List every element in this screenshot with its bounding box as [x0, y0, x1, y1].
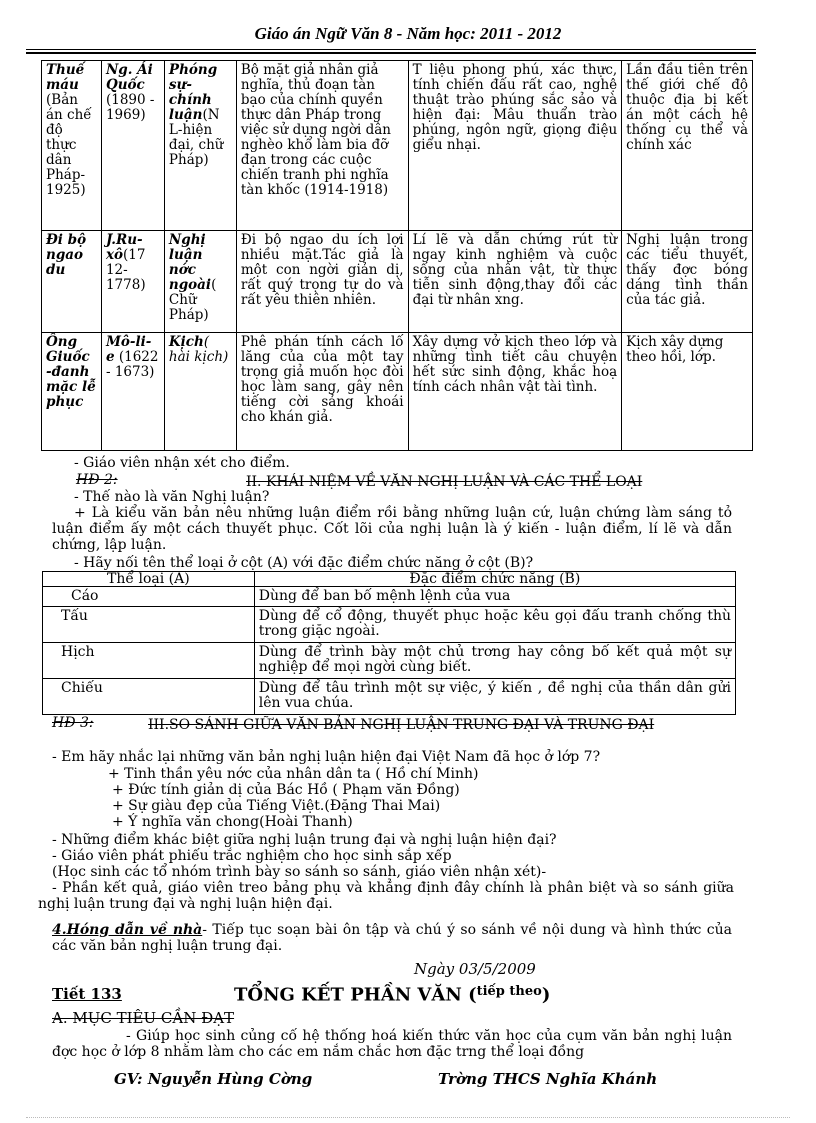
author-cell: Mô-li-e (1622 - 1673) [101, 333, 164, 451]
work-cell: Đi bộ ngao du [42, 231, 102, 333]
genre-cell: Kịch( hài kịch) [164, 333, 236, 451]
homework-label: 4.Hóng dẫn về nhà [52, 922, 203, 938]
table-row [42, 333, 753, 451]
instruction-1: - Giáo viên phát phiếu trắc nghiệm cho học sinh sắp xếp [52, 848, 452, 864]
table-row [43, 587, 736, 607]
genre-name: Tấu [43, 607, 255, 643]
genre-function: Dùng để cổ động, thuyết phục hoặc kêu gọi đấu tranh chống thù trong giặc ngoài. [254, 607, 735, 643]
question-4: - Những điểm khác biệt giữa nghị luận trung đại và nghị luận hiện đại? [52, 832, 557, 848]
activity-label-3: HĐ 3: [52, 715, 94, 731]
genre-cell: Phóng sự- chính luận(N L-hiện đại, chữ Pháp) [164, 61, 236, 231]
modern-text-1: + Tinh thần yêu nớc của nhân dân ta ( Hồ chí Minh) [108, 766, 479, 782]
work-cell: Ông Giuốc -đanh mặc lễ phục [42, 333, 102, 451]
lesson-date: Ngày 03/5/2009 [414, 960, 536, 978]
table-header-row [43, 572, 736, 587]
column-header-b: Đặc điểm chức năng (B) [254, 572, 735, 587]
genre-name: Cáo [43, 587, 255, 607]
modern-text-2: + Đức tính giản dị của Bác Hồ ( Phạm văn Đồng) [112, 782, 460, 798]
genre-cell: Nghị luận nớc ngoài( Chữ Pháp) [164, 231, 236, 333]
genre-name: Hịch [43, 643, 255, 679]
lesson-title: TỔNG KẾT PHẦN VĂN ($^{tiếp theo}$) [234, 984, 551, 1006]
page-header: Giáo án Ngữ Văn 8 - Năm học: 2011 - 2012 [254, 24, 562, 43]
genre-function: Dùng để trình bày một chủ trơng hay công bố kết quả một sự nghiệp để mọi ngời cùng biết. [254, 643, 735, 679]
homework-text: - Tiếp tục soạn bài ôn tập và chú ý so sánh về nội dung và hình thức của các văn bản nghị luận trung đại. [52, 922, 732, 954]
teacher-comment: - Giáo viên nhận xét cho điểm. [74, 455, 290, 471]
table-row [43, 679, 736, 715]
literature-summary-table [41, 60, 753, 451]
table-row [42, 61, 753, 231]
genre-matching-table [42, 571, 736, 715]
question-2: - Hãy nối tên thể loại ở cột (A) với đặc điểm chức năng ở cột (B)? [74, 555, 534, 571]
header-rule-thick [26, 52, 756, 54]
homework-paragraph [52, 922, 732, 954]
modern-text-3: + Sự giàu đẹp của Tiếng Việt.(Đặng Thai Mai) [112, 798, 441, 814]
meaning-cell: Nghị luận trong các tiểu thuyết, thấy đợc bóng dáng tình thần của tác giả. [622, 231, 753, 333]
modern-text-4: + Ý nghĩa văn chong(Hoài Thanh) [112, 814, 353, 830]
section-heading-a: A. MỤC TIÊU CẦN ĐẠT [52, 1009, 235, 1027]
footer-school: Trờng THCS Nghĩa Khánh [438, 1070, 658, 1088]
footer-teacher: GV: Nguyễn Hùng Cờng [114, 1070, 313, 1088]
content-cell: Phê phán tính cách lố lăng của của một tay trọng giả muốn học đòi học làm sang, gây nên tiếng cời sảng khoái cho khán giả. [236, 333, 408, 451]
art-cell: T liệu phong phú, xác thực, tính chiến đấu rất cao, nghệ thuật trào phúng sắc sảo và hiện đại: Mâu thuẩn trào phúng, ngôn ngữ, giọng điệu giểu nhại. [408, 61, 622, 231]
activity-label-2: HĐ 2: [76, 472, 118, 488]
author-cell: Ng. Ái Quốc (1890 - 1969) [101, 61, 164, 231]
page-edge [26, 1117, 790, 1118]
art-cell: Lí lẽ và dẫn chứng rút từ ngay kinh nghiệm và cuộc sống của nhân vật, từ thực tiễn sinh động,thay đổi các đại từ nhân xng. [408, 231, 622, 333]
meaning-cell: Lần đầu tiên trên thế giới chế độ thuộc địa bị kết án một cách hệ thống cụ thể và chính xác [622, 61, 753, 231]
instruction-3: - Phần kết quả, giáo viên treo bảng phụ và khẳng định đây chính là phân biệt và so sánh giữa nghị luận trung đại và nghị luận hiện đại. [38, 880, 734, 912]
table-row [42, 231, 753, 333]
instruction-2: (Học sinh các tổ nhóm trình bày so sánh so sánh, giáo viên nhận xét)- [52, 864, 547, 880]
answer-1: + Là kiểu văn bản nêu những luận điểm rồi bằng những luận cứ, luận chứng làm sáng tỏ luận điểm ấy một cách thuyết phục. Cốt lõi của nghị luận là ý kiến - luận điểm, lí lẽ và dẫn chứng, lập luận. [52, 505, 732, 553]
question-1: - Thế nào là văn Nghị luận? [74, 489, 270, 505]
section-heading-2: II. KHÁI NIỆM VỀ VĂN NGHỊ LUẬN VÀ CÁC THỂ LOẠI [246, 474, 643, 490]
question-3: - Em hãy nhắc lại những văn bản nghị luận hiện đại Việt Nam đã học ở lớp 7? [52, 749, 601, 765]
author-cell: J.Ru-xô(17 12- 1778) [101, 231, 164, 333]
lesson-goal: - Giúp học sinh củng cố hệ thống hoá kiến thức văn học của cụm văn bản nghị luận đợc học ở lớp 8 nhằm làm cho các em nắm chắc hơn đặc trng thể loại đồng [52, 1028, 732, 1060]
header-rule [26, 49, 756, 50]
genre-name: Chiếu [43, 679, 255, 715]
column-header-a: Thể loại (A) [43, 572, 255, 587]
genre-function: Dùng để tâu trình một sự việc, ý kiến , đề nghị của thần dân gửi lên vua chúa. [254, 679, 735, 715]
work-cell: Thuế máu (Bản án chế độ thực dân Pháp-1925) [42, 61, 102, 231]
art-cell: Xây dựng vở kịch theo lớp và những tình tiết câu chuyện hết sức sinh động, khắc hoạ tính cách nhân vật tài tình. [408, 333, 622, 451]
section-heading-3: III.SO SÁNH GIỮA VĂN BẢN NGHỊ LUẬN TRUNG ĐẠI VÀ TRUNG ĐẠI [148, 717, 655, 733]
genre-function: Dùng để ban bố mệnh lệnh của vua [254, 587, 735, 607]
content-cell: Đi bộ ngao du ích lợi nhiều mặt.Tác giả là một con ngời giản dị, rất quý trọng tự do và rất yêu thiên nhiên. [236, 231, 408, 333]
table-row [43, 607, 736, 643]
content-cell: Bộ mặt giả nhân giả nghĩa, thủ đoạn tàn bạo của chính quyền thực dân Pháp trong việc sử dụng ngời dân nghèo khổ làm bia đỡ đạn trong các cuộc chiến tranh phi nghĩa tàn khốc (1914-1918) [236, 61, 408, 231]
table-row [43, 643, 736, 679]
meaning-cell: Kịch xây dựng theo hồi, lớp. [622, 333, 753, 451]
lesson-number: Tiết 133 [52, 985, 122, 1003]
